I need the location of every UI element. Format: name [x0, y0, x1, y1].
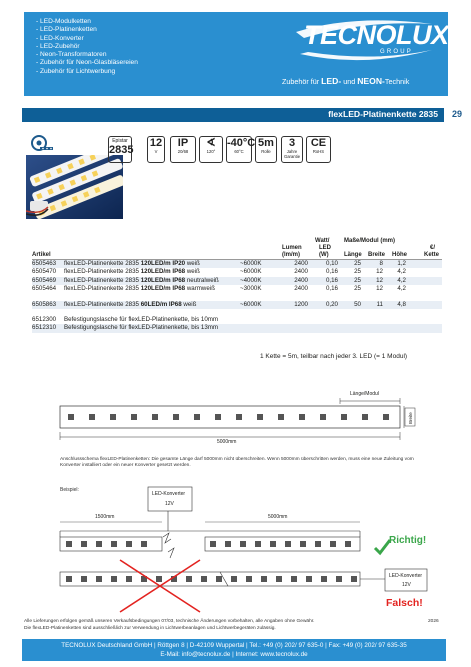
total-length-label: 5000mm [217, 439, 237, 445]
logo-text: TECNOLUX [304, 20, 449, 50]
led-chip [299, 414, 305, 420]
led-chip [89, 414, 95, 420]
desc-suffix: weiß [185, 260, 200, 267]
led-chip [320, 414, 326, 420]
desc-bold: 120LED/m IP68 [140, 285, 186, 293]
cell-lumen: 2400 [294, 276, 308, 284]
category-item: - Zubehör für Neon-Glasbläsereien [36, 59, 138, 67]
wrong-label: Falsch! [386, 597, 423, 609]
led-chip [255, 541, 261, 547]
spec-big: -40°C [227, 137, 256, 149]
led-chip [141, 541, 147, 547]
converter-voltage-2: 12V [402, 582, 411, 588]
led-chip [321, 576, 327, 582]
footer-company: TECNOLUX Deutschland GmbH | Röttgen 8 | D-42109 Wuppertal | Tel.: +49 (0) 202/ 97 635-0 | Fax: +49 (0) 202/ 97 635-35 [61, 642, 407, 649]
cell-len: 25 [354, 276, 361, 284]
led-chip [216, 576, 222, 582]
correct-label: Richtig! [389, 535, 427, 546]
header-price-2: Kette [424, 252, 440, 258]
spec-bottom: V [154, 149, 158, 154]
logo-group-text: GROUP [380, 49, 414, 55]
spec-big: 5m [258, 137, 274, 149]
desc-desc: Befestigungslasche für flexLED-Platinenkette, bis 10mm [64, 315, 219, 323]
led-chip [261, 576, 267, 582]
spec-top: Epistar [112, 138, 128, 144]
desc-desc: flexLED-Platinenkette 2835 [64, 276, 141, 284]
led-chip [156, 576, 162, 582]
wrong-example-drawing [60, 560, 427, 612]
spec-bottom: 120° [206, 149, 216, 154]
desc-bold: 120LED/m IP68 [140, 276, 186, 284]
tagline-suffix: Technik [384, 77, 410, 86]
desc-bold: 60LED/m IP68 [140, 300, 182, 308]
category-item: - LED-Zubehör [36, 42, 80, 50]
spec-bottom: Jahre Garantie [283, 149, 301, 159]
product-title: flexLED-Platinenkette 2835 [328, 109, 438, 119]
cell-watt: 0,16 [325, 285, 338, 293]
category-item: - Neon-Transformatoren [36, 51, 107, 59]
length-5000: 5000mm [268, 514, 288, 520]
desc-suffix: weiß [185, 268, 200, 276]
cell-k: ~6000K [240, 268, 262, 276]
converter-label-2: LED-Konverter [389, 573, 423, 579]
desc-desc: flexLED-Platinenkette 2835 [64, 260, 141, 267]
header-watt: Watt/ [315, 238, 330, 244]
check-icon [375, 540, 390, 553]
footer-notes [24, 619, 444, 633]
led-chip [336, 576, 342, 582]
led-chip [362, 414, 368, 420]
spec-bottom: 60°C [234, 149, 244, 154]
led-chip [291, 576, 297, 582]
cell-lumen: 2400 [294, 285, 308, 293]
cell-len: 25 [354, 260, 361, 267]
led-chip [126, 541, 132, 547]
cell-watt: 0,10 [325, 260, 338, 267]
cell-watt: 0,20 [325, 300, 338, 308]
chain-note: 1 Kette = 5m, teilbar nach jeder 3. LED (= 1 Modul) [260, 353, 408, 360]
led-chip [236, 414, 242, 420]
cell-art: 6512300 [32, 315, 57, 323]
tagline-mid: und [341, 77, 358, 86]
desc-bold: 120LED/m IP20 [140, 260, 186, 267]
led-chip [257, 414, 263, 420]
led-chip [345, 541, 351, 547]
led-chip [152, 414, 158, 420]
led-chip [276, 576, 282, 582]
led-chip [300, 541, 306, 547]
breite-label: Breite [408, 412, 413, 424]
spec-bottom: RoHS [312, 149, 325, 154]
cell-lumen: 1200 [294, 300, 308, 308]
desc-desc: flexLED-Platinenkette 2835 [64, 285, 141, 293]
length-1500: 1500mm [95, 514, 115, 520]
cell-art: 6512310 [32, 324, 57, 332]
cell-art: 6505469 [32, 276, 57, 284]
cell-lumen: 2400 [294, 268, 308, 276]
cell-br: 12 [376, 268, 383, 276]
desc-suffix: neutralweiß [185, 276, 219, 284]
led-chip [173, 414, 179, 420]
led-chip [246, 576, 252, 582]
footer-note-1: Alle Lieferungen erfolgen gemäß unseren Verkaufsbedingungen 07/03, technische Änderungen vorbehalten, alle Angaben ohne Gewähr. [24, 619, 315, 624]
cell-k: ~6000K [240, 300, 262, 308]
spec-big: 3 [288, 137, 296, 149]
cell-art: 6505463 [32, 260, 57, 267]
cell-br: 12 [376, 285, 383, 293]
category-item: - Zubehör für Lichtwerbung [36, 67, 116, 75]
led-chip [215, 414, 221, 420]
category-item: - LED-Platinenketten [36, 26, 97, 34]
cell-art: 6505470 [32, 268, 57, 276]
led-chip [96, 541, 102, 547]
header-lumen: Lumen [282, 245, 302, 251]
correct-example-drawing [60, 487, 390, 558]
tagline-prefix: Zubehör für [282, 77, 322, 86]
led-chip [341, 414, 347, 420]
converter-label-1: LED-Konverter [152, 491, 186, 497]
spec-big: CE [310, 137, 327, 149]
header-watt-led: LED [319, 245, 331, 251]
cell-watt: 0,16 [325, 276, 338, 284]
desc-desc: flexLED-Platinenkette 2835 [64, 268, 141, 276]
cell-br: 8 [379, 260, 383, 267]
desc-suffix: weiß [181, 300, 197, 308]
desc-suffix: warmweiß [185, 285, 216, 293]
page-footer [22, 639, 446, 661]
cell-art: 6505863 [32, 300, 57, 308]
spec-big: 12 [149, 137, 163, 149]
spec-bottom: 20/68 [177, 149, 189, 154]
led-chip [66, 576, 72, 582]
header-laenge: Länge [344, 252, 362, 258]
led-chip [231, 576, 237, 582]
led-chip [278, 414, 284, 420]
led-chip [315, 541, 321, 547]
cell-k: ~6000K [240, 260, 262, 267]
led-chip [131, 414, 137, 420]
footer-contact[interactable]: E-Mail: info@tecnolux.de | Internet: www.tecnolux.de [160, 651, 308, 658]
cell-len: 25 [354, 285, 361, 293]
cell-lumen: 2400 [294, 260, 308, 267]
cell-ho: 1,2 [397, 260, 406, 267]
example-label: Beispiel: [60, 487, 79, 493]
connection-hint: Anschlussschema flexLED-Platinenketten: Die gesamte Länge darf 5000mm nicht überschreiten. Wenn 5000mm überschritten werden, muss eine neue Zuleitung vom Konverter installiert oder ein neuer Konverter gesetzt werden. [60, 457, 414, 469]
led-chip [68, 414, 74, 420]
header-breite: Breite [368, 252, 386, 258]
cell-k: ~3000K [240, 285, 262, 293]
strip-dimension-drawing [60, 398, 415, 440]
cell-ho: 4,8 [397, 300, 406, 308]
led-chip [186, 576, 192, 582]
led-chip [330, 541, 336, 547]
header-hoehe: Höhe [392, 252, 407, 258]
led-chip [96, 576, 102, 582]
led-chip [66, 541, 72, 547]
cell-ho: 4,2 [397, 285, 406, 293]
cell-len: 25 [354, 268, 361, 276]
converter-voltage-1: 12V [165, 501, 174, 507]
led-chip [225, 541, 231, 547]
desc-desc: Befestigungslasche für flexLED-Platinenkette, bis 13mm [64, 324, 219, 332]
led-chip [111, 541, 117, 547]
footer-note-2: Die flexLED-Platinenketten sind ausschließlich zur Verwendung in Lichtwerbeanlagen und Lichtwerbegeräten zulässig. [24, 625, 276, 631]
category-item: - LED-Konverter [36, 34, 84, 42]
spec-bottom: Rolle [261, 149, 271, 154]
led-chip [194, 414, 200, 420]
cell-k: ~4000K [240, 276, 262, 284]
led-chip [285, 541, 291, 547]
led-chip [81, 541, 87, 547]
led-chip [351, 576, 357, 582]
led-chip [126, 576, 132, 582]
footer-year: 2026 [428, 619, 439, 624]
tagline-led: LED- [321, 76, 342, 86]
cell-ho: 4,2 [397, 268, 406, 276]
cell-art: 6505464 [32, 285, 57, 293]
cell-br: 11 [376, 300, 383, 308]
spec-big: ∢ [206, 137, 216, 149]
led-chip [270, 541, 276, 547]
header-artikel: Artikel [32, 252, 51, 258]
header-watt-unit: (W) [319, 252, 329, 258]
led-chip [201, 576, 207, 582]
tagline-neon: NEON- [357, 76, 385, 86]
led-chip [81, 576, 87, 582]
cell-len: 50 [354, 300, 361, 308]
led-chip [210, 541, 216, 547]
laenge-modul-label: Länge/Modul [350, 391, 379, 397]
header-price: €/ [430, 245, 436, 251]
page-number: 29 [452, 109, 463, 119]
led-chip [111, 576, 117, 582]
desc-desc: flexLED-Platinenkette 2835 [64, 300, 141, 308]
cell-br: 12 [376, 276, 383, 284]
spec-big: 2835 [109, 144, 134, 156]
header-lumen-unit: (lm/m) [282, 252, 300, 258]
led-chip [383, 414, 389, 420]
header-masse: Maße/Modul (mm) [344, 238, 395, 244]
led-chip [306, 576, 312, 582]
led-chip [240, 541, 246, 547]
category-item: - LED-Modulketten [36, 18, 91, 25]
desc-bold: 120LED/m IP68 [140, 268, 186, 276]
cell-watt: 0,16 [325, 268, 338, 276]
led-chip [110, 414, 116, 420]
cell-ho: 4,2 [397, 276, 406, 284]
spec-big: IP [177, 137, 189, 149]
